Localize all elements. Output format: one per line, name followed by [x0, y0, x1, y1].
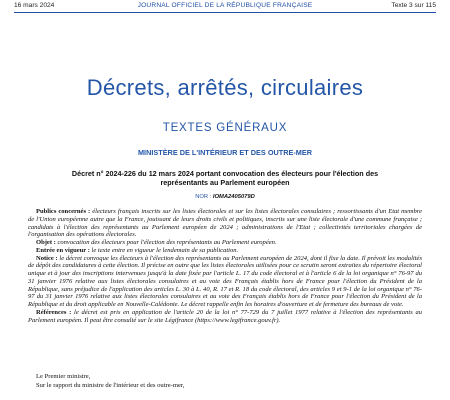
ministry-heading: MINISTÈRE DE L'INTÉRIEUR ET DES OUTRE-MER [137, 148, 313, 157]
entree-text: le texte entre en vigueur le lendemain de sa publication. [91, 246, 239, 254]
nor-value: IOMA2405079D [212, 194, 255, 200]
publics-label: Publics concernés : [36, 208, 91, 215]
notice-text: le décret convoque les électeurs à l'élection des représentants au Parlement européen de 2024, dont il fixe la date. Il prévoit les modalités de dépôt des candidatures à cette élection. Il précise en outre que les listes électorales utilisées pour ce scrutin seront extraites du répertoire électoral unique et à jour des inscriptions intervenues jusqu'à la date fixée par l'article L. 17 du code électoral et à l'article 6 de la loi organique n° 76-97 du 31 janvier 1976 relative aux listes électorales consulaires et au vote des Français établis hors de France pour l'élection du Président de la République, sans préjudice de l'application des articles L. 30 à L. 40, R. 17 et R. 18 du code électoral, des articles 9 et 9-1 de la loi organique n° 76-97 du 31 janvier 1976 relative aux listes électorales consulaires et au vote des Français établis hors de France pour l'élection du Président de la République et du droit applicable en Nouvelle-Calédonie. Le décret rappelle enfin les horaires d'ouverture et de fermeture des bureaux de vote. [28, 254, 422, 308]
decree-opening [28, 373, 422, 390]
objet-label: Objet : [36, 239, 56, 246]
objet-text: convocation des électeurs pour l'élection des représentants au Parlement européen. [57, 239, 277, 246]
entree-label: Entrée en vigueur : [36, 246, 90, 254]
prime-minister-line: Le Premier ministre, [36, 373, 91, 380]
nor-reference [0, 194, 450, 200]
page-info: Texte 3 sur 115 [391, 2, 436, 9]
notice-label: Notice : [36, 254, 58, 262]
section-title: Décrets, arrêtés, circulaires [86, 75, 364, 100]
references-text: le décret est pris en application de l'article 20 de la loi n° 77-729 du 7 juillet 1977 relative à l'élection des représentants au Parlement européen. Il peut être consulté sur le site Légifrance (https://www.legifrance.gouv.fr). [28, 308, 423, 324]
report-line: Sur le rapport du ministre de l'intérieur et des outre-mer, [36, 381, 185, 389]
decree-title: Décret n° 2024-226 du 12 mars 2024 portant convocation des électeurs pour l'élection des représentants au Parlement européen [71, 169, 379, 187]
sub-title: TEXTES GÉNÉRAUX [162, 122, 288, 134]
notice-paragraph [28, 255, 422, 309]
entree-paragraph [28, 247, 422, 255]
publication-date: 16 mars 2024 [14, 2, 55, 9]
nor-label: NOR : [195, 194, 212, 200]
header-rule [14, 12, 436, 13]
references-paragraph [28, 309, 422, 325]
decree-summary [28, 208, 422, 324]
publics-paragraph [28, 208, 422, 239]
references-label: Références : [36, 308, 72, 316]
publics-text: électeurs français inscrits sur les listes électorales et sur les listes électorales consulaires ; ressortissants d'un Etat membre de l'Union européenne autre que la France, jouissant de leurs droits civils et politiques, inscrits sur une liste électorale d'une commune française ; candidats à l'élection des représentants au Parlement européen de 2024 ; administrations de l'Etat ; collectivités territoriales chargées de l'organisation des opérations électorales. [28, 208, 422, 239]
objet-paragraph [28, 239, 422, 247]
journal-name: JOURNAL OFFICIEL DE LA RÉPUBLIQUE FRANÇAISE [137, 2, 313, 9]
